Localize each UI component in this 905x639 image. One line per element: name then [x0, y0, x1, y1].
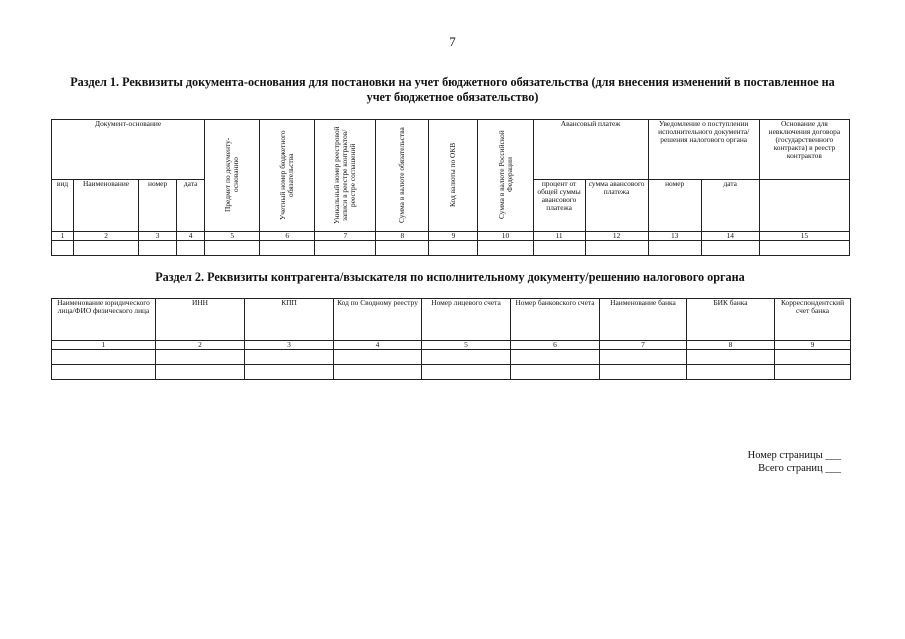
table-row: [52, 241, 850, 256]
table-cell[interactable]: [315, 241, 376, 256]
page-number: 7: [449, 34, 456, 49]
column-number: 4: [177, 232, 205, 241]
table-row: [52, 365, 851, 380]
table-cell[interactable]: [585, 241, 648, 256]
table-cell[interactable]: [156, 350, 245, 365]
column-number: 14: [701, 232, 759, 241]
sum-rub-header: [478, 120, 533, 232]
subject-header: [205, 120, 260, 232]
correspondent-account-header: Корреспондентский счет банка: [775, 299, 851, 341]
advance-percent-header: процент от общей суммы авансового платежа: [533, 180, 585, 232]
table-cell[interactable]: [701, 241, 759, 256]
page-number-field: Номер страницы ___: [747, 450, 841, 461]
section-2-title: Раздел 2. Реквизиты контрагента/взыскателя по исполнительному документу/решению налогового органа: [155, 270, 745, 284]
okv-code-header-text: Код валюты по ОКВ: [448, 142, 458, 207]
table-cell[interactable]: [511, 350, 600, 365]
column-number: 6: [260, 232, 315, 241]
column-number: 9: [775, 341, 851, 350]
column-number: 12: [585, 232, 648, 241]
column-number: 3: [245, 341, 334, 350]
bank-name-header: Наименование банка: [600, 299, 687, 341]
section-1-title: Раздел 1. Реквизиты документа-основания для постановки на учет бюджетного обязательства (для внесения изменений в поставленное на учет бюджетное обязательство): [70, 75, 835, 104]
column-number: 15: [759, 232, 849, 241]
column-number: 2: [156, 341, 245, 350]
column-number-row: [52, 341, 851, 350]
okv-code-header: [429, 120, 478, 232]
column-number: 7: [600, 341, 687, 350]
unique-registry-number-header-text: Уникальный номер реестровой записи в реестре контрактов/реестре соглашений: [332, 125, 358, 224]
registry-code-header: Код по Сводному реестру: [334, 299, 422, 341]
table-cell[interactable]: [687, 365, 775, 380]
kind-header: вид: [52, 180, 74, 232]
table-cell[interactable]: [156, 365, 245, 380]
table-row: [52, 350, 851, 365]
table-cell[interactable]: [759, 241, 849, 256]
table-cell[interactable]: [177, 241, 205, 256]
unique-registry-number-header: [315, 120, 376, 232]
non-inclusion-reason-blank: [759, 180, 849, 232]
column-number: 1: [52, 232, 74, 241]
number-header: номер: [139, 180, 177, 232]
table-cell[interactable]: [478, 241, 533, 256]
inn-header: ИНН: [156, 299, 245, 341]
total-pages-field: Всего страниц ___: [758, 463, 841, 474]
table-cell[interactable]: [52, 350, 156, 365]
table-cell[interactable]: [600, 365, 687, 380]
table-cell[interactable]: [648, 241, 701, 256]
section-2-table: [51, 298, 851, 380]
table-cell[interactable]: [533, 241, 585, 256]
column-number: 2: [74, 232, 139, 241]
bank-account-header: Номер банковского счета: [511, 299, 600, 341]
sum-rub-header-text: Сумма в валюте Российской Федерации: [496, 130, 514, 219]
column-number: 8: [376, 232, 429, 241]
account-number-header: [260, 120, 315, 232]
column-number: 13: [648, 232, 701, 241]
column-number: 5: [205, 232, 260, 241]
name-header: Наименование: [74, 180, 139, 232]
table-cell[interactable]: [245, 350, 334, 365]
table-cell[interactable]: [429, 241, 478, 256]
non-inclusion-reason-header: Основание для невключения договора (государственного контракта) в реестр контрактов: [759, 120, 849, 180]
table-cell[interactable]: [205, 241, 260, 256]
table-cell[interactable]: [600, 350, 687, 365]
column-number: 1: [52, 341, 156, 350]
personal-account-header: Номер лицевого счета: [422, 299, 511, 341]
advance-header: Авансовый платеж: [533, 120, 648, 180]
column-number: 10: [478, 232, 533, 241]
table-cell[interactable]: [775, 350, 851, 365]
column-number: 4: [334, 341, 422, 350]
section-1-table: [51, 119, 850, 256]
column-number: 7: [315, 232, 376, 241]
table-cell[interactable]: [74, 241, 139, 256]
doc-basis-header: Документ-основание: [52, 120, 205, 180]
column-number: 6: [511, 341, 600, 350]
column-number: 5: [422, 341, 511, 350]
date-header: дата: [177, 180, 205, 232]
column-number: 3: [139, 232, 177, 241]
column-number: 8: [687, 341, 775, 350]
column-number-row: [52, 232, 850, 241]
table-cell[interactable]: [511, 365, 600, 380]
bik-header: БИК банка: [687, 299, 775, 341]
kpp-header: КПП: [245, 299, 334, 341]
notice-date-header: дата: [701, 180, 759, 232]
table-cell[interactable]: [334, 365, 422, 380]
sum-currency-header: [376, 120, 429, 232]
table-cell[interactable]: [334, 350, 422, 365]
account-number-header-text: Учетный номер бюджетного обязательства: [278, 129, 296, 220]
table-cell[interactable]: [52, 365, 156, 380]
subject-header-text: Предмет по документу-основанию: [223, 137, 241, 212]
notice-number-header: номер: [648, 180, 701, 232]
sum-currency-header-text: Сумма в валюте обязательства: [397, 126, 407, 223]
table-cell[interactable]: [52, 241, 74, 256]
table-cell[interactable]: [376, 241, 429, 256]
counterparty-name-header: Наименование юридического лица/ФИО физического лица: [52, 299, 156, 341]
column-number: 9: [429, 232, 478, 241]
table-cell[interactable]: [260, 241, 315, 256]
table-cell[interactable]: [139, 241, 177, 256]
table-cell[interactable]: [422, 365, 511, 380]
column-number: 11: [533, 232, 585, 241]
table-cell[interactable]: [687, 350, 775, 365]
table-cell[interactable]: [422, 350, 511, 365]
notice-header: Уведомление о поступлении исполнительного документа/решения налогового органа: [648, 120, 759, 180]
table-cell[interactable]: [775, 365, 851, 380]
advance-sum-header: сумма авансового платежа: [585, 180, 648, 232]
table-cell[interactable]: [245, 365, 334, 380]
